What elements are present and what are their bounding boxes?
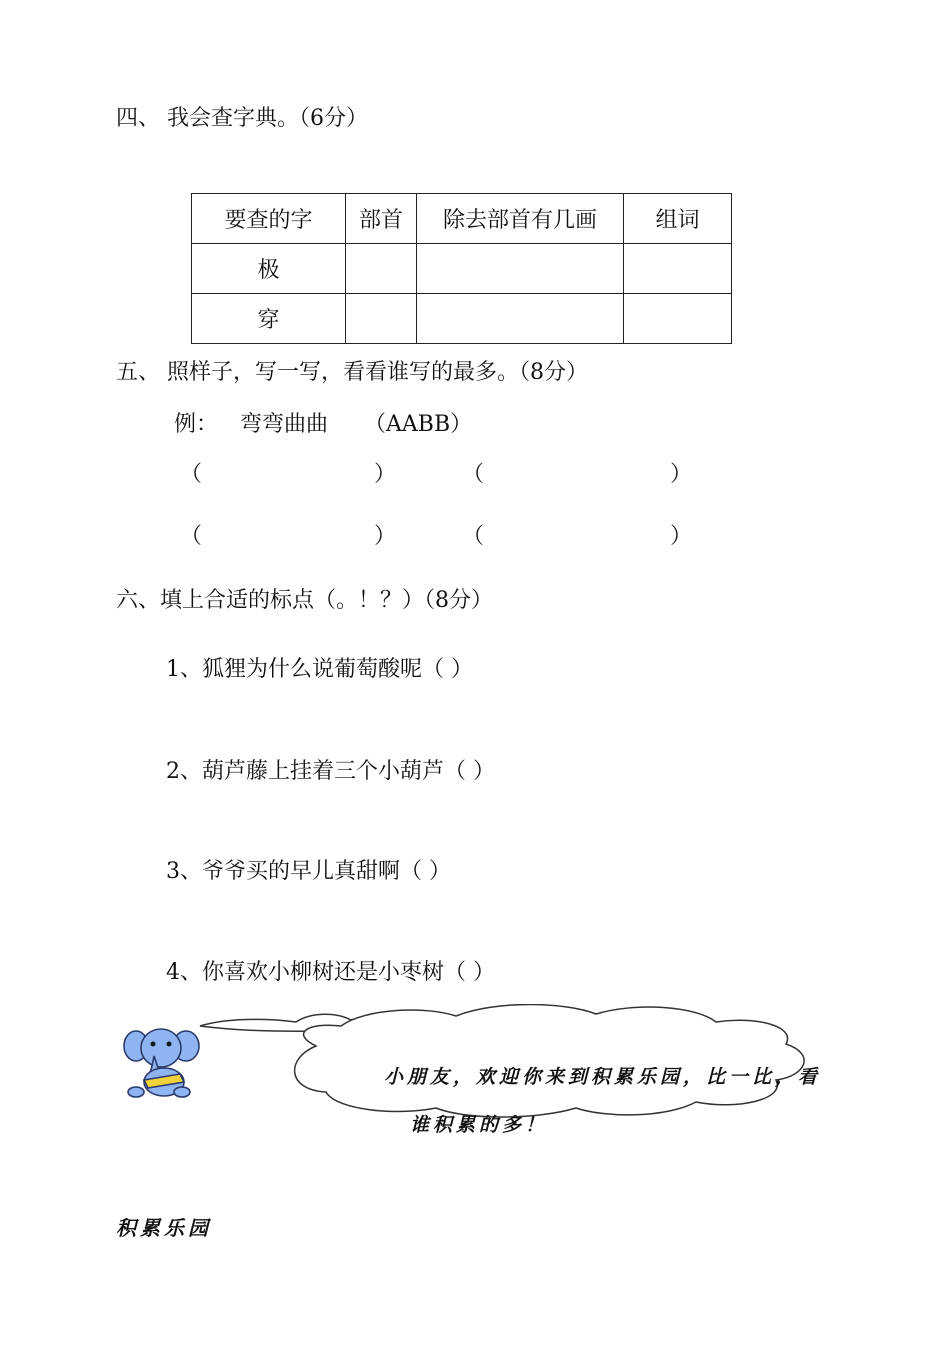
- garden-title: 积累乐园: [116, 1216, 212, 1240]
- section-4-title: 四、 我会查字典。（6分）: [116, 106, 368, 131]
- cell-character: 极: [192, 244, 346, 294]
- example-word: 弯弯曲曲: [240, 412, 329, 437]
- blank-open-paren: （: [180, 524, 203, 549]
- example-label: 例：: [174, 412, 219, 437]
- blank-close-paren: ）: [670, 524, 693, 549]
- header-stroke-count: 除去部首有几画: [417, 194, 624, 244]
- section-5-title: 五、 照样子，写一写，看看谁写的最多。（8分）: [116, 360, 588, 385]
- table-header-row: [192, 194, 732, 244]
- blank-close-paren: ）: [374, 524, 397, 549]
- table-row: [192, 294, 732, 344]
- header-radical: 部首: [346, 194, 417, 244]
- blank-close-paren: ）: [670, 462, 693, 487]
- cell-radical-blank[interactable]: [346, 244, 417, 294]
- cell-stroke-blank[interactable]: [417, 244, 624, 294]
- dictionary-table: [191, 193, 732, 344]
- question-3: 3、爷爷买的早儿真甜啊（ ）: [166, 859, 451, 884]
- blank-open-paren: （: [462, 462, 485, 487]
- cell-radical-blank[interactable]: [346, 294, 417, 344]
- blank-open-paren: （: [180, 462, 203, 487]
- question-2: 2、葫芦藤上挂着三个小葫芦（ ）: [166, 759, 495, 784]
- header-word: 组词: [624, 194, 732, 244]
- example-pattern: （AABB）: [364, 412, 473, 437]
- blank-close-paren: ）: [374, 462, 397, 487]
- elephant-icon: [122, 1022, 204, 1100]
- cell-word-blank[interactable]: [624, 294, 732, 344]
- section-6-title: 六、填上合适的标点（。！？）（8分）: [116, 588, 493, 613]
- cell-stroke-blank[interactable]: [417, 294, 624, 344]
- blank-open-paren: （: [462, 524, 485, 549]
- bubble-text-line-2: 谁积累的多！: [410, 1114, 549, 1136]
- cell-word-blank[interactable]: [624, 244, 732, 294]
- cell-character: 穿: [192, 294, 346, 344]
- header-character: 要查的字: [192, 194, 346, 244]
- bubble-text-line-1: 小朋友，欢迎你来到积累乐园，比一比，看: [384, 1066, 822, 1088]
- question-4: 4、你喜欢小柳树还是小枣树（ ）: [166, 960, 495, 985]
- table-row: [192, 244, 732, 294]
- example-line: [174, 410, 472, 440]
- question-1: 1、狐狸为什么说葡萄酸呢（ ）: [166, 657, 473, 682]
